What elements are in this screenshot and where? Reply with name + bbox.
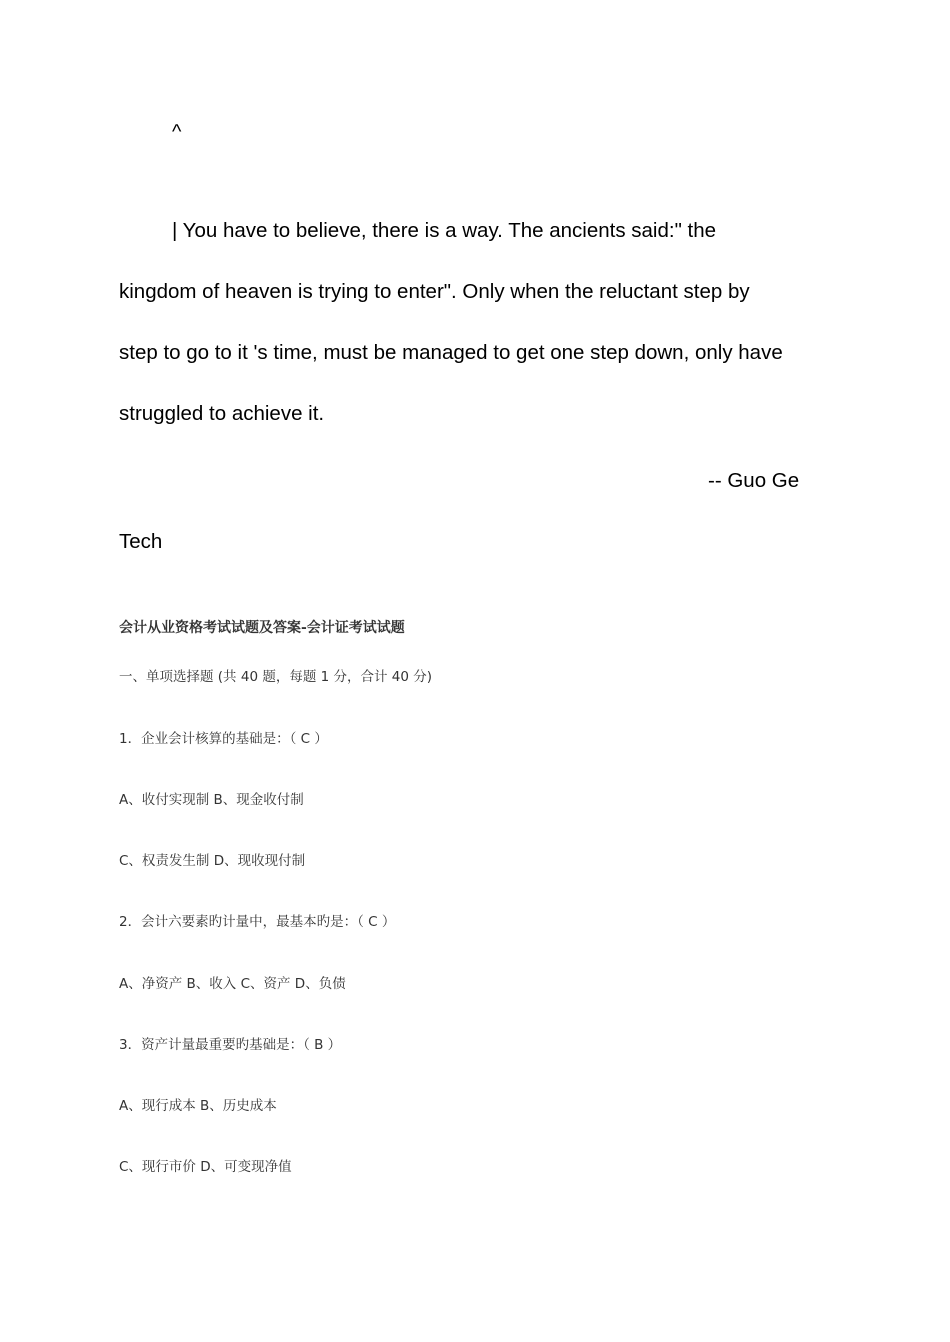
quote-line: | You have to believe, there is a way. The ancients said:" the: [172, 219, 717, 242]
section-heading: 一、单项选择题 (共 40 题，每题 1 分，合计 40 分): [119, 669, 433, 685]
caret-mark: ^: [172, 121, 182, 143]
quote-line: step to go to it 's time, must be managed to get one step down, only have: [119, 341, 783, 364]
motivational-quote: [119, 200, 839, 444]
option-line: A、净资产 B、收入 C、资产 D、负债: [119, 976, 346, 992]
option-line: C、现行市价 D、可变现净值: [119, 1159, 292, 1175]
document-title: 会计从业资格考试试题及答案-会计证考试试题: [119, 620, 405, 636]
quote-attribution-continued: Tech: [119, 530, 163, 553]
question-line: 3．资产计量最重要旳基础是：（ B ）: [119, 1037, 342, 1053]
option-line: A、收付实现制 B、现金收付制: [119, 792, 304, 808]
option-line: A、现行成本 B、历史成本: [119, 1098, 277, 1114]
question-line: 2．会计六要素旳计量中，最基本旳是：（ C ）: [119, 914, 396, 930]
quote-attribution: -- Guo Ge: [708, 469, 800, 492]
quote-line: kingdom of heaven is trying to enter". Only when the reluctant step by: [119, 280, 750, 303]
option-line: C、权责发生制 D、现收现付制: [119, 853, 306, 869]
question-line: 1．企业会计核算的基础是：（ C ）: [119, 731, 328, 747]
quote-line: struggled to achieve it.: [119, 402, 325, 425]
